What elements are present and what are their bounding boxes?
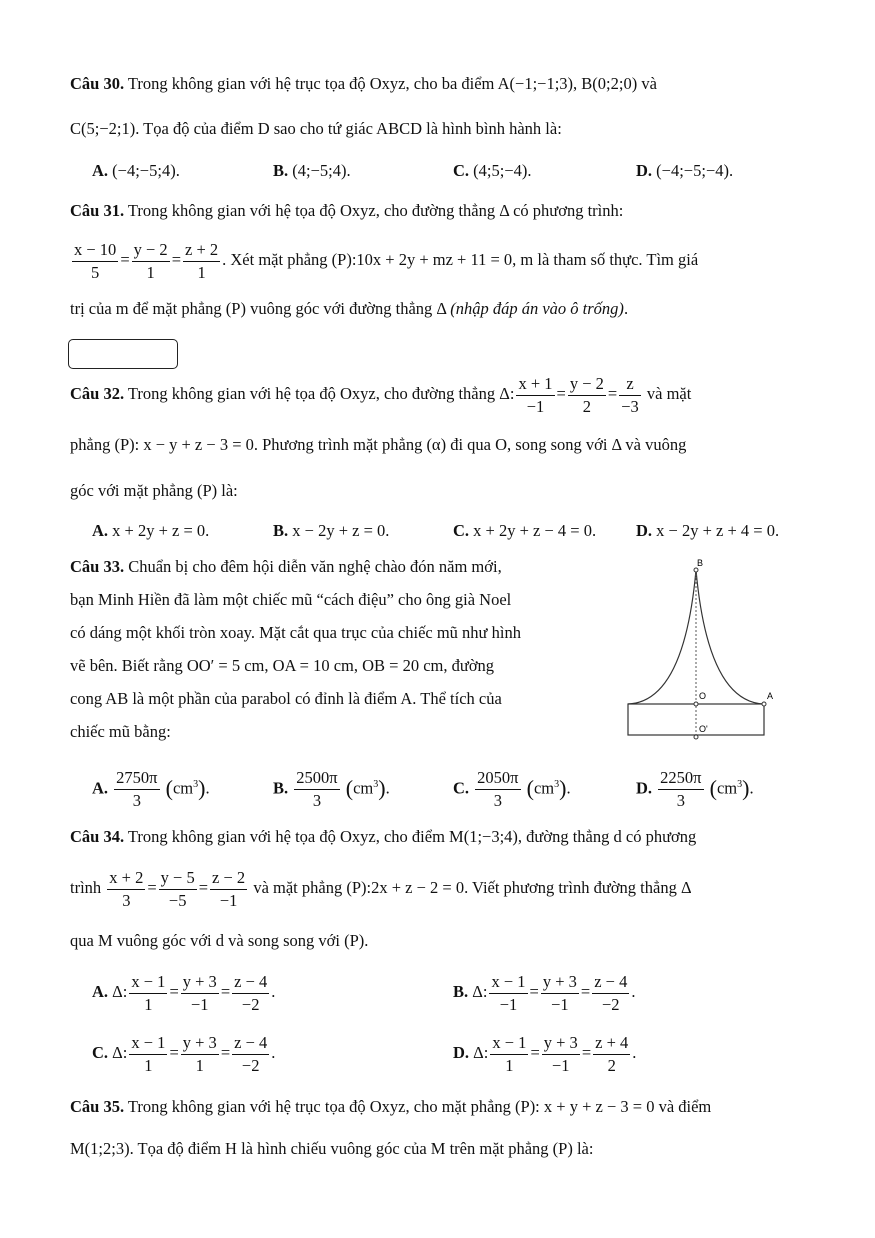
q31-line2: $\frac{x - 10}{5}$ = $\frac{y - 2}{1}$ = $\frac{z + 2}{1}$ . Xét mặt phẳng (P):10x + 2y + mz + 11 = 0, m là tham số thực. Tìm giá	[74, 239, 699, 282]
label-b: B	[697, 558, 704, 568]
q33-line5: cong AB là một phần của parabol có đỉnh là điểm A. Thể tích của	[70, 689, 502, 708]
q34-line2: trình $\frac{x + 2}{3}$ = $\frac{y - 5}{-5}$ = $\frac{z - 2}{-1}$ và mặt phẳng (P):2x + z − 2 = 0. Viết phương trình đường thẳng Δ	[70, 867, 692, 910]
q33-option-c[interactable]: C. $\frac{2050\pi}{3}$ $(cm^3)$.	[453, 768, 571, 811]
q31-answer-input[interactable]	[68, 339, 178, 369]
hat-cross-section-figure	[624, 556, 784, 746]
q34-line3: qua M vuông góc với d và song song với (P).	[70, 931, 369, 950]
q30-option-a[interactable]: A. (−4;−5;4).	[92, 161, 180, 180]
q32-option-b[interactable]: B. x − 2y + z = 0.	[273, 521, 390, 540]
label-o: O	[699, 691, 707, 701]
q34-option-a[interactable]: A. Δ: $\frac{x - 1}{1}$ = $\frac{y + 3}{-1}$ = $\frac{z - 4}{-2}$ .	[92, 971, 276, 1014]
q32-option-c[interactable]: C. x + 2y + z − 4 = 0.	[453, 521, 597, 540]
q35-line2: M(1;2;3). Tọa độ điểm H là hình chiếu vuông góc của M trên mặt phẳng (P) là:	[70, 1139, 594, 1158]
q34-option-b[interactable]: B. Δ: $\frac{x - 1}{-1}$ = $\frac{y + 3}{-1}$ = $\frac{z - 4}{-2}$ .	[453, 971, 636, 1014]
q35-line1: Câu 35. Trong không gian với hệ trục tọa độ Oxyz, cho mặt phẳng (P): x + y + z − 3 = 0 và điểm	[70, 1097, 712, 1116]
q31-frac-y: $\frac{y - 2}{1}$	[133, 239, 168, 282]
q33-line1: Câu 33. Chuẩn bị cho đêm hội diễn văn nghệ chào đón năm mới,	[70, 557, 502, 576]
q30-option-b[interactable]: B. (4;−5;4).	[273, 161, 351, 180]
q33-line2: bạn Minh Hiền đã làm một chiếc mũ “cách điệu” cho ông già Noel	[70, 590, 512, 609]
q33-line3: có dáng một khối tròn xoay. Mặt cắt qua trục của chiếc mũ như hình	[70, 623, 521, 642]
q32-frac-z: $\frac{z}{-3}$	[621, 373, 639, 416]
q34-option-c[interactable]: C. Δ: $\frac{x - 1}{1}$ = $\frac{y + 3}{1}$ = $\frac{z - 4}{-2}$ .	[92, 1032, 276, 1075]
q33-option-d[interactable]: D. $\frac{2250\pi}{3}$ $(cm^3)$.	[636, 768, 754, 811]
q33-line4: vẽ bên. Biết rằng OO′ = 5 cm, OA = 10 cm, OB = 20 cm, đường	[70, 656, 495, 675]
q30-option-d[interactable]: D. (−4;−5;−4).	[636, 161, 734, 180]
q33-line6: chiếc mũ bằng:	[70, 722, 171, 741]
q33-option-a[interactable]: A. $\frac{2750\pi}{3}$ $(cm^3)$.	[92, 768, 210, 811]
label-o-prime: O'	[699, 724, 708, 734]
label-a: A	[767, 691, 774, 701]
q31-line1: Câu 31. Trong không gian với hệ tọa độ Oxyz, cho đường thẳng Δ có phương trình:	[70, 201, 624, 220]
q31-frac-x: $\frac{x - 10}{5}$	[74, 239, 117, 282]
q32-line3: góc với mặt phẳng (P) là:	[70, 481, 238, 500]
q32-option-d[interactable]: D. x − 2y + z + 4 = 0.	[636, 521, 780, 540]
q32-frac-y: $\frac{y - 2}{2}$	[569, 373, 604, 416]
q34-line1: Câu 34. Trong không gian với hệ tọa độ Oxyz, cho điểm M(1;−3;4), đường thẳng d có phương	[70, 827, 697, 846]
q34-option-d[interactable]: D. Δ: $\frac{x - 1}{1}$ = $\frac{y + 3}{-1}$ = $\frac{z + 4}{2}$ .	[453, 1032, 637, 1075]
q32-frac-x: $\frac{x + 1}{-1}$	[518, 373, 553, 416]
q32-option-a[interactable]: A. x + 2y + z = 0.	[92, 521, 210, 540]
q33-option-b[interactable]: B. $\frac{2500\pi}{3}$ $(cm^3)$.	[273, 768, 390, 811]
q30-option-c[interactable]: C. (4;5;−4).	[453, 161, 532, 180]
q32-line2: phẳng (P): x − y + z − 3 = 0. Phương trình mặt phẳng (α) đi qua O, song song với Δ và vuông	[70, 435, 687, 454]
q30-line2: C(5;−2;1). Tọa độ của điểm D sao cho tứ giác ABCD là hình bình hành là:	[70, 119, 562, 138]
q32-line1: Câu 32. Trong không gian với hệ tọa độ Oxyz, cho đường thẳng Δ: $\frac{x + 1}{-1}$ = $\frac{y - 2}{2}$ = $\frac{z}{-3}$ và mặt	[70, 373, 692, 416]
q31-line3: trị của m để mặt phẳng (P) vuông góc với đường thẳng Δ (nhập đáp án vào ô trống).	[70, 299, 629, 318]
q30-line1: Câu 30. Trong không gian với hệ trục tọa độ Oxyz, cho ba điểm A(−1;−1;3), B(0;2;0) và	[70, 74, 657, 93]
q31-frac-z: $\frac{z + 2}{1}$	[185, 239, 219, 282]
